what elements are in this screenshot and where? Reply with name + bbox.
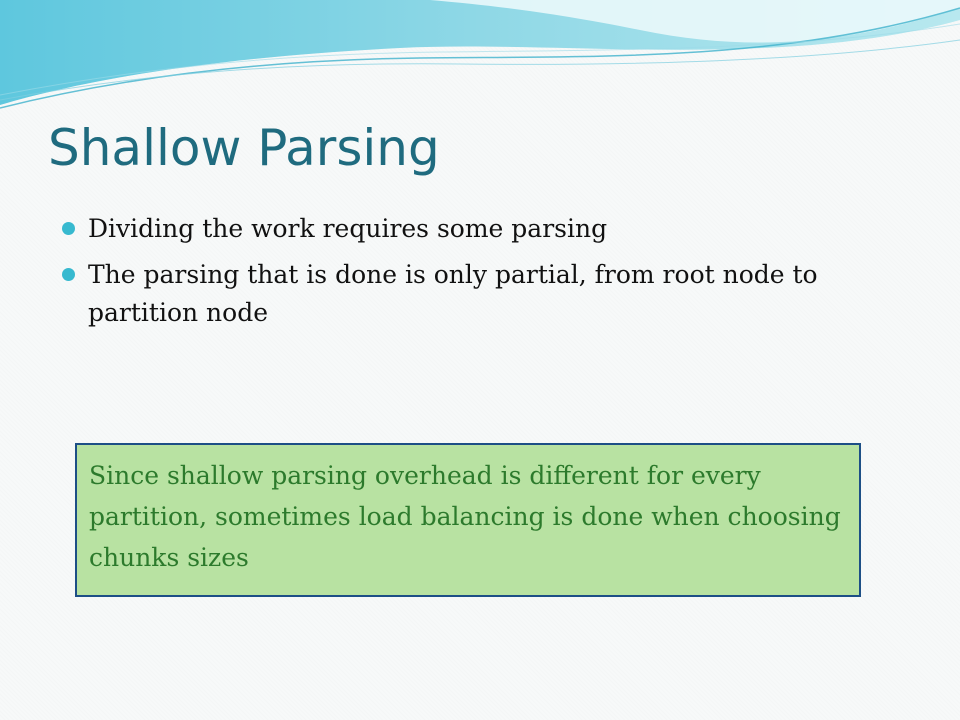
bullet-text: Dividing the work requires some parsing	[88, 214, 608, 243]
bullet-list	[62, 210, 922, 340]
bullet-item	[62, 256, 922, 332]
bullet-marker-icon	[62, 268, 75, 281]
slide-title: Shallow Parsing	[48, 119, 440, 177]
bullet-marker-icon	[62, 222, 75, 235]
callout-box	[75, 443, 861, 597]
wave-header-decoration	[0, 0, 960, 120]
bullet-text: The parsing that is done is only partial, from root node to partition node	[88, 260, 818, 327]
callout-text: Since shallow parsing overhead is different for every partition, sometimes load balancing is done when choosing chunks sizes	[89, 461, 841, 572]
bullet-item	[62, 210, 922, 248]
